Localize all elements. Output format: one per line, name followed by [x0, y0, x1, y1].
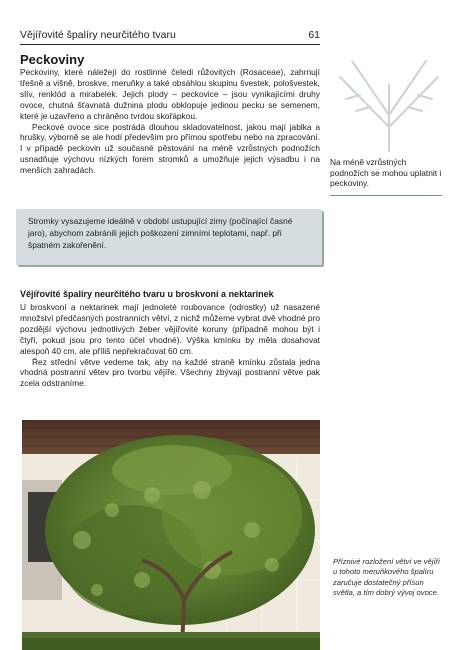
photo-caption: Příznivé rozložení větví ve vějíři u tohoto meruňkového špalíru zaručuje dostatečný přísun světla, a tím dobrý vývoj ovoce.	[333, 557, 440, 597]
side-note: Na méně vzrůstných podnožích se mohou uplatnit i peckoviny.	[330, 157, 442, 196]
section2-body	[20, 302, 320, 389]
section1-body	[20, 67, 320, 176]
header-rule	[20, 44, 320, 45]
paragraph: U broskvoní a nektarinek mají jednoleté roubovance (odrostky) už nasazené množství předčasných postranních větví, z nichž můžeme vybrat dvě vhodné pro pozdější výchovu jednotlivých žeber vějířovité koruny (případně mohou být i čtyři, pokud jsou pro tento účel vhodné). Výška kmínku by měla dosahovat alespoň 40 cm, ale příliš nepřekračovat 60 cm.	[20, 302, 320, 356]
fan-espalier-diagram-icon	[330, 55, 448, 153]
apricot-espalier-photo	[22, 420, 320, 650]
section-heading-fan-espalier: Vějířovité špalíry neurčitého tvaru u broskvoní a nektarinek	[20, 289, 274, 299]
running-title: Vějířovité špalíry neurčitého tvaru	[20, 29, 176, 41]
tip-box	[16, 209, 322, 265]
paragraph: Řez střední větve vedeme tak, aby na každé straně kmínku zůstala jedna vhodná postranní větev pro tvorbu vějíře. Všechny zbývají postranní větve pak zcela odstraníme.	[20, 356, 320, 389]
page-number: 61	[308, 29, 320, 41]
tip-text: Stromky vysazujeme ideálně v období ustupující zimy (počínající časné jaro), abychom zabránili jejich poškození zimními teplotami, např. při špatném zakořenění.	[28, 216, 293, 250]
paragraph: Peckoviny, které náležejí do rostlinné čeledi růžovitých (Rosaceae), zahrnují třešně a višně, broskve, meruňky a také obsáhlou skupinu švestek, pološvestek, slív, renklód a mirabelek. Jejich plody – peckovice – jsou vynikajícími druhy ovoce, chutná šťavnatá dužnina plodu obklopuje jedinou pecku se semenem, které je uzavřeno a chráněno tvrdou skořápkou.	[20, 67, 320, 121]
running-header	[20, 29, 320, 43]
section-heading-peckoviny: Peckoviny	[20, 52, 85, 67]
paragraph: Peckové ovoce sice postrádá dlouhou skladovatelnost, jakou mají jablka a hrušky, výborně se ale hodí především pro přímou spotřebu nebo na zpracování. I v případě peckovin už současné pěstování na méně vzrůstných podnožích usnadňuje výchovu nízkých forem stromků a umožňuje jejich výsadbu i na menších zahradách.	[20, 121, 320, 176]
